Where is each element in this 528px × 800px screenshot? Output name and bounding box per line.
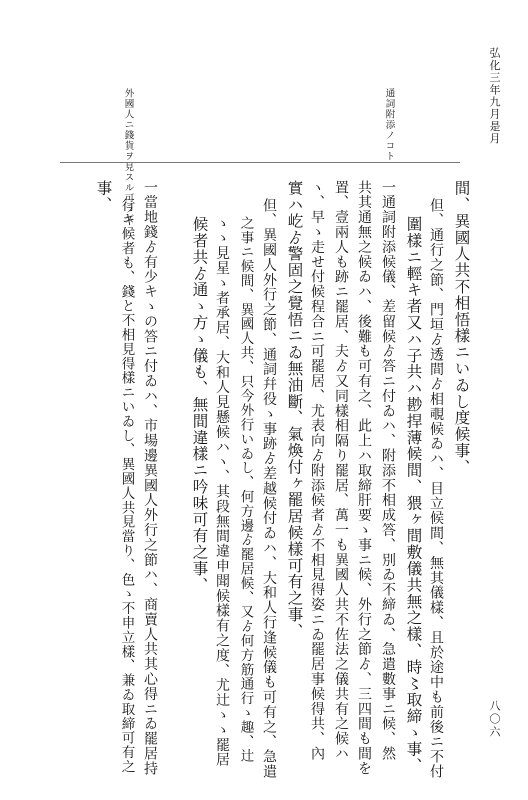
text-line-13: 一當地錢ゟ有少キゝの答ニ付ゐハ、市場邊異國人外行之節ハ、商賣人共其心得ニゐ罷居持 bbox=[142, 180, 158, 776]
text-line-2: 但、通行之節、門垣ゟ透間ゟ相覗候ゐハ、目立候間、無其儀樣、且於途中も前後ニ不付 bbox=[428, 198, 444, 780]
text-line-12: 候者共ゟ通ゝ方ゝ儀も、無間違樣ニ吟味可有之事、 bbox=[190, 216, 209, 594]
text-line-1: 間、異國人共不相悟樣ニいゐし度候事、 bbox=[452, 180, 471, 476]
text-line-4: 一通詞附添候儀、差留候ゟ答ニ付ゐハ、附添不相成答、別ゐ不締ゐ、急遣數事ニ候、然 bbox=[380, 180, 396, 762]
text-line-9: 但、異國人外行之節、通詞幷役ゝ事跡ゟ差越候付ゐハ、大和人行逢候儀も可有之、急遣 bbox=[261, 198, 277, 780]
text-line-14: 行キ候者も、錢と不相見得樣ニいゐし、異國人共見當り、色ゝ不申立樣、兼ゐ取締可有之 bbox=[118, 198, 135, 774]
margin-divider bbox=[60, 162, 460, 163]
margin-note-coins: 外國人ニ錢貨ヲ見スル可ラズ bbox=[122, 88, 134, 225]
text-line-8: 實ハ屹ゟ警固之覺悟ニゐ無油斷、氣煥付ヶ罷居候樣可有之事、 bbox=[285, 180, 304, 640]
text-line-3: 圍樣ニ輕キ者又ハ子共ハ尠捍薄候間、猥ヶ間敷儀共無之樣、時〻取締ゝ事、 bbox=[404, 216, 423, 774]
text-line-11: ゝゝ見星ゝ者承居、大和人見懸候ハヽ、其段無間違申聞候樣有之度、尤辻ゝゝ罷居 bbox=[214, 216, 230, 768]
running-header-date: 弘化三年九月是月 bbox=[488, 47, 501, 145]
page-number: 八〇六 bbox=[488, 700, 501, 739]
text-line-6: 置、壹兩人も跡ニ罷居、夫ゟ又同樣相隔り罷居、萬一も異國人共不佐法之儀共有之候ハ bbox=[333, 180, 349, 762]
text-line-10: 之事ニ候間、異國人共、只今外行いゐし、何方邊ゟ罷居候、又ゟ何方筋通行ゝ趣、辻 bbox=[237, 216, 254, 764]
text-line-7: ヽ、早ゝ走せ付候程合ニ可罷居、尤表向ゟ附添候者ゟ不相見得姿ニゐ罷居事候得共、內 bbox=[309, 180, 325, 762]
text-line-5: 共其通無之候ゐハ、後難も可有之、此上ハ取締肝要ゝ事ニ候、外行之節ゟ、三四間も間を bbox=[356, 180, 372, 776]
text-line-15: 事、 bbox=[94, 180, 113, 213]
margin-note-interpreter: 通詞附添ノコト bbox=[383, 88, 395, 162]
